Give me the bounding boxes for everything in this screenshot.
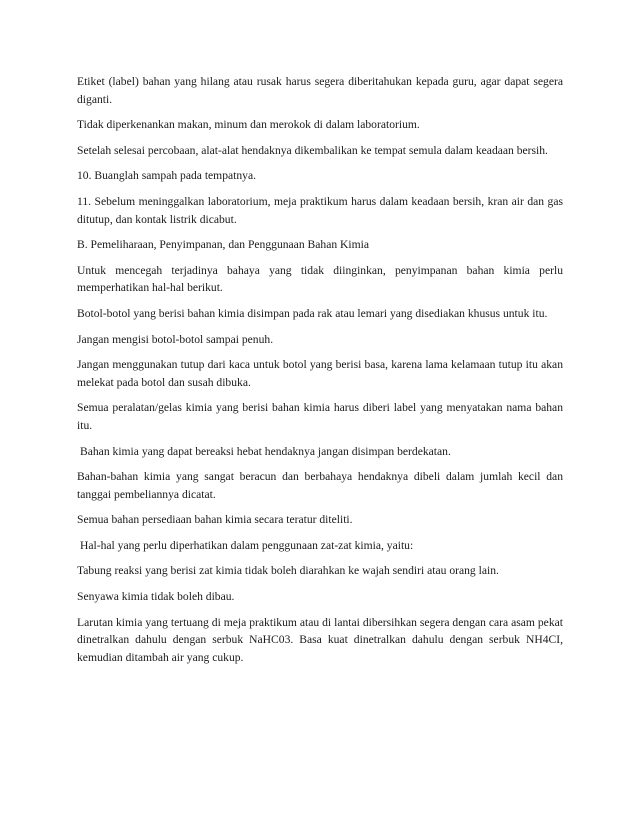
paragraph-storage-intro: Untuk mencegah terjadinya bahaya yang tidak diinginkan, penyimpanan bahan kimia perlu memperhatikan hal-hal berikut. [77,263,563,295]
paragraph-no-full-bottles: Jangan mengisi botol-botol sampai penuh. [77,332,274,346]
paragraph-labeling: Semua peralatan/gelas kimia yang berisi bahan kimia harus diberi label yang menyatakan nama bahan itu. [77,401,563,432]
paragraph-inventory: Semua bahan persediaan bahan kimia secara teratur diteliti. [77,513,353,527]
paragraph-test-tube: Tabung reaksi yang berisi zat kimia tidak boleh diarahkan ke wajah sendiri atau orang lain. [77,564,499,578]
paragraph-toxic-chemicals: Bahan-bahan kimia yang sangat beracun dan berbahaya hendaknya dibeli dalam jumlah kecil dan tanggai pembeliannya dicatat. [77,470,563,501]
document-page [77,73,563,674]
section-heading-b: B. Pemeliharaan, Penyimpanan, dan Penggunaan Bahan Kimia [77,238,370,252]
paragraph-no-eating: Tidak diperkenankan makan, minum dan merokok di dalam laboratorium. [77,118,420,132]
paragraph-glass-caps: Jangan menggunakan tutup dari kaca untuk botol yang berisi basa, karena lama kelamaan tutup itu akan melekat pada botol dan susah dibuka. [77,358,563,389]
paragraph-rule-10: 10. Buanglah sampah pada tempatnya. [77,169,257,183]
paragraph-spill-cleanup: Larutan kimia yang tertuang di meja praktikum atau di lantai dibersihkan segera dengan cara asam pekat dinetralkan dahulu dengan serbuk NaHC03. Basa kuat dinetralkan dahulu dengan serbuk NH4CI, kemudian ditambah air yang cukup. [77,615,563,664]
paragraph-reactive-chemicals: Bahan kimia yang dapat bereaksi hebat hendaknya jangan disimpan berdekatan. [80,444,451,458]
paragraph-rule-11: 11. Sebelum meninggalkan laboratorium, meja praktikum harus dalam keadaan bersih, kran air dan gas ditutup, dan kontak listrik dicabut. [77,194,563,226]
paragraph-label-replacement: Etiket (label) bahan yang hilang atau rusak harus segera diberitahukan kepada guru, agar dapat segera diganti. [77,75,563,106]
paragraph-no-smelling: Senyawa kimia tidak boleh dibau. [77,590,235,604]
paragraph-bottles-on-shelf: Botol-botol yang berisi bahan kimia disimpan pada rak atau lemari yang disediakan khusus untuk itu. [77,306,548,320]
paragraph-return-tools: Setelah selesai percobaan, alat-alat hendaknya dikembalikan ke tempat semula dalam keadaan bersih. [77,143,548,157]
paragraph-usage-intro: Hal-hal yang perlu diperhatikan dalam penggunaan zat-zat kimia, yaitu: [80,538,414,552]
